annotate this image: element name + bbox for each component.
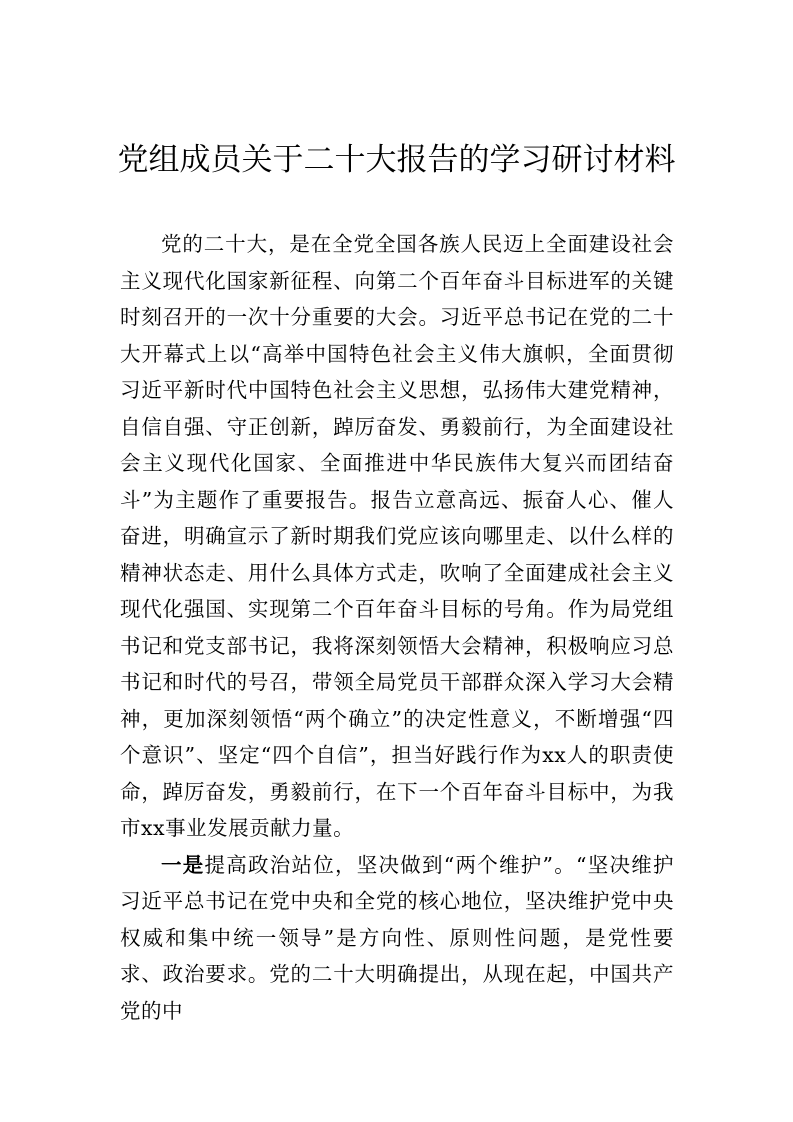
- paragraph-text: 提高政治站位，坚决做到“两个维护”。“坚决维护习近平总书记在党中央和全党的核心地位，坚决维护党中央权威和集中统一领导”是方向性、原则性问题，是党性要求、政治要求。党的二十大明确提出，从现在起，中国共产党的中: [120, 852, 674, 1023]
- document-title: 党组成员关于二十大报告的学习研讨材料: [117, 142, 676, 178]
- paragraph-lead: 一是: [161, 852, 205, 877]
- paragraph-point-one: [120, 847, 674, 1030]
- paragraph-text: 党的二十大，是在全党全国各族人民迈上全面建设社会主义现代化国家新征程、向第二个百年奋斗目标进军的关键时刻召开的一次十分重要的大会。习近平总书记在党的二十大开幕式上以“高举中国特色社会主义伟大旗帜，全面贯彻习近平新时代中国特色社会主义思想，弘扬伟大建党精神，自信自强、守正创新，踔厉奋发、勇毅前行，为全面建设社会主义现代化国家、全面推进中华民族伟大复兴而团结奋斗”为主题作了重要报告。报告立意高远、振奋人心、催人奋进，明确宣示了新时期我们党应该向哪里走、以什么样的精神状态走、用什么具体方式走，吹响了全面建成社会主义现代化强国、实现第二个百年奋斗目标的号角。作为局党组书记和党支部书记，我将深刻领悟大会精神，积极响应习总书记和时代的号召，带领全局党员干部群众深入学习大会精神，更加深刻领悟“两个确立”的决定性意义，不断增强“四个意识”、坚定“四个自信”，担当好践行作为xx人的职责使命，踔厉奋发，勇毅前行，在下一个百年奋斗目标中，为我市xx事业发展贡献力量。: [120, 232, 674, 840]
- document-body: [120, 226, 674, 1029]
- paragraph-intro: [120, 226, 674, 847]
